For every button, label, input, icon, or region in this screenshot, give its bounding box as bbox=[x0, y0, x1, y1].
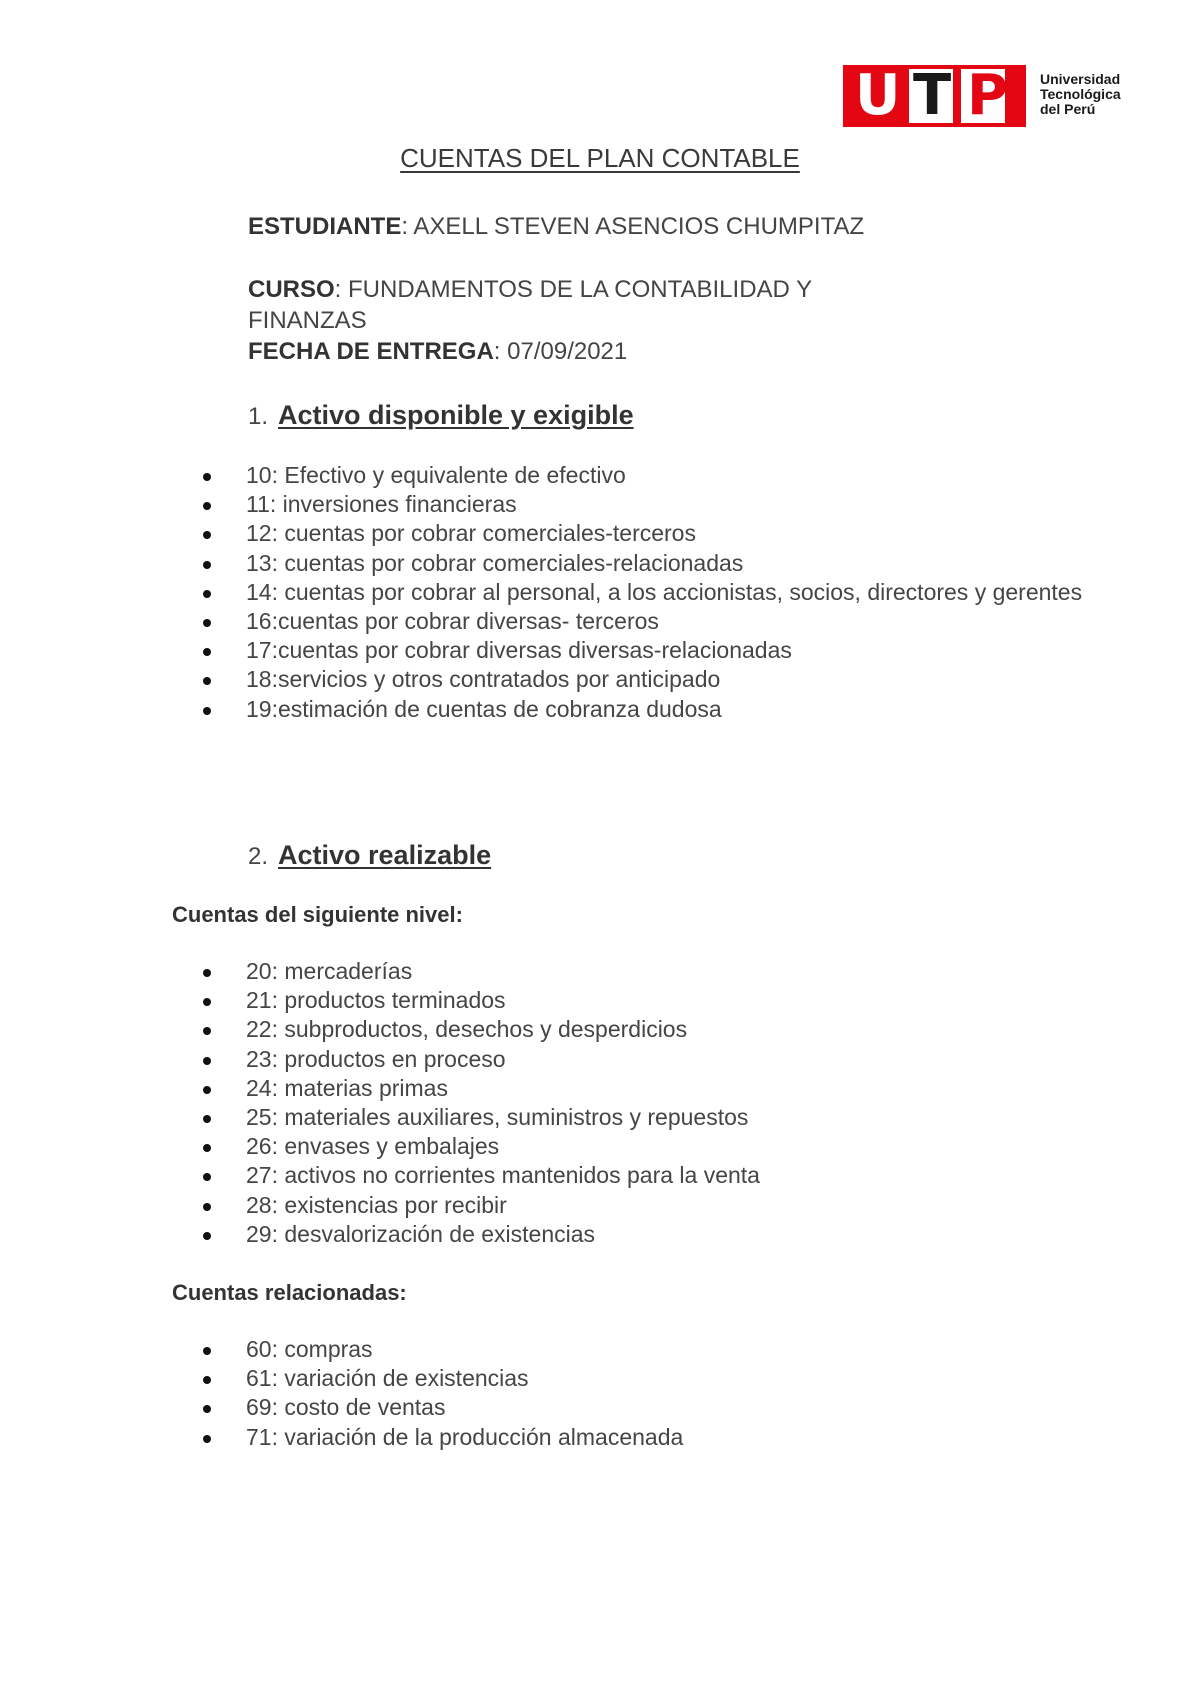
list-item: 29: desvalorización de existencias bbox=[202, 1220, 1086, 1249]
section1-title: Activo disponible y exigible bbox=[278, 400, 634, 430]
student-label: ESTUDIANTE bbox=[248, 213, 402, 240]
subheading-next-level: Cuentas del siguiente nivel: bbox=[172, 902, 463, 927]
list-item: 61: variación de existencias bbox=[202, 1364, 1086, 1393]
course-label: CURSO bbox=[248, 276, 335, 303]
list-item: 19:estimación de cuentas de cobranza dudosa bbox=[202, 695, 1086, 724]
course-field bbox=[248, 274, 812, 336]
logo-text-line: del Perú bbox=[1040, 101, 1096, 117]
logo-text bbox=[1040, 72, 1140, 117]
list-item: 11: inversiones financieras bbox=[202, 490, 1086, 519]
list-item: 20: mercaderías bbox=[202, 957, 1086, 986]
list-item: 14: cuentas por cobrar al personal, a los accionistas, socios, directores y gerentes bbox=[202, 578, 1086, 607]
list-item: 18:servicios y otros contratados por anticipado bbox=[202, 665, 1086, 694]
section2-related-list bbox=[202, 1335, 1086, 1452]
list-item: 26: envases y embalajes bbox=[202, 1132, 1086, 1161]
section1-number: 1. bbox=[248, 403, 269, 430]
logo-text-line: Universidad bbox=[1040, 71, 1121, 87]
student-name: : AXELL STEVEN ASENCIOS CHUMPITAZ bbox=[401, 213, 865, 240]
section2-title: Activo realizable bbox=[278, 840, 492, 870]
list-item: 24: materias primas bbox=[202, 1074, 1086, 1103]
section1-heading bbox=[248, 400, 634, 431]
section1-list bbox=[202, 461, 1086, 724]
list-item: 12: cuentas por cobrar comerciales-terceros bbox=[202, 519, 1086, 548]
list-item: 27: activos no corrientes mantenidos para la venta bbox=[202, 1161, 1086, 1190]
list-item: 69: costo de ventas bbox=[202, 1393, 1086, 1422]
due-date-field bbox=[248, 336, 627, 367]
list-item: 23: productos en proceso bbox=[202, 1045, 1086, 1074]
document-title: CUENTAS DEL PLAN CONTABLE bbox=[400, 143, 800, 173]
logo-letter-u: U bbox=[855, 63, 901, 128]
list-item: 22: subproductos, desechos y desperdicios bbox=[202, 1015, 1086, 1044]
section2-number: 2. bbox=[248, 843, 269, 870]
due-date-label: FECHA DE ENTREGA bbox=[248, 338, 494, 365]
course-name-line1: : FUNDAMENTOS DE LA CONTABILIDAD Y bbox=[334, 276, 813, 303]
logo-text-line: Tecnológica bbox=[1040, 86, 1121, 102]
course-name-line2: FINANZAS bbox=[248, 307, 367, 334]
list-item: 25: materiales auxiliares, suministros y repuestos bbox=[202, 1103, 1086, 1132]
list-item: 10: Efectivo y equivalente de efectivo bbox=[202, 461, 1086, 490]
logo-letter-p: P bbox=[967, 63, 1009, 128]
list-item: 13: cuentas por cobrar comerciales-relacionadas bbox=[202, 549, 1086, 578]
list-item: 17:cuentas por cobrar diversas diversas-relacionadas bbox=[202, 636, 1086, 665]
subheading-related: Cuentas relacionadas: bbox=[172, 1280, 407, 1305]
list-item: 60: compras bbox=[202, 1335, 1086, 1364]
list-item: 28: existencias por recibir bbox=[202, 1191, 1086, 1220]
student-field bbox=[248, 211, 864, 242]
section2-next-level-list bbox=[202, 957, 1086, 1249]
list-item: 71: variación de la producción almacenada bbox=[202, 1423, 1086, 1452]
list-item: 21: productos terminados bbox=[202, 986, 1086, 1015]
logo-letter-t: T bbox=[913, 63, 952, 128]
list-item: 16:cuentas por cobrar diversas- terceros bbox=[202, 607, 1086, 636]
due-date-value: : 07/09/2021 bbox=[493, 338, 628, 365]
section2-heading bbox=[248, 840, 491, 871]
